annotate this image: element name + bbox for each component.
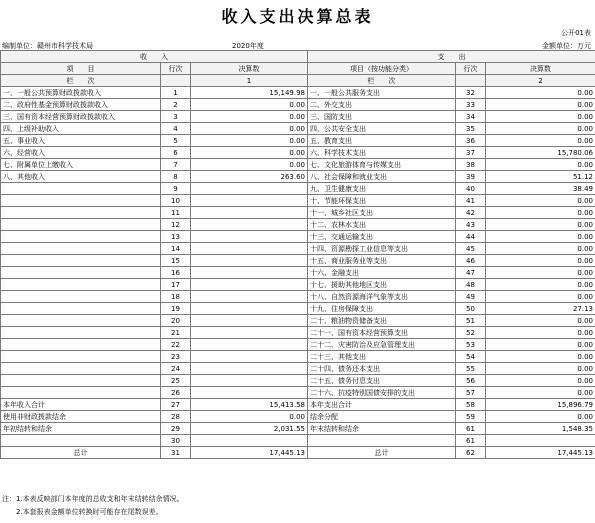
table-row (1, 195, 595, 207)
income-column-index-label: 栏 次 (1, 75, 161, 87)
table-row (1, 363, 595, 375)
income-item-cell (1, 255, 161, 267)
footnotes (2, 493, 184, 519)
income-item-cell (1, 243, 161, 255)
income-amount-cell (191, 183, 308, 195)
expense-line-cell: 43 (456, 219, 486, 231)
expense-line-cell: 39 (456, 171, 486, 183)
table-row (1, 315, 595, 327)
table-row (1, 291, 595, 303)
income-amount-cell (191, 207, 308, 219)
table-row (1, 159, 595, 171)
expense-amount-cell: 1,548.35 (486, 423, 595, 435)
expense-line-cell: 62 (456, 447, 486, 459)
total-row (1, 447, 595, 459)
expense-line-cell: 35 (456, 123, 486, 135)
expense-amount-cell: 0.00 (486, 243, 595, 255)
income-line-cell: 3 (161, 111, 191, 123)
expense-line-cell: 59 (456, 411, 486, 423)
income-item-cell (1, 387, 161, 399)
expense-line-cell: 53 (456, 339, 486, 351)
expense-item-cell: 结余分配 (308, 411, 456, 423)
expense-amount-cell: 0.00 (486, 267, 595, 279)
expense-line-cell: 34 (456, 111, 486, 123)
income-line-cell: 1 (161, 87, 191, 99)
expense-line-cell: 61 (456, 435, 486, 447)
expense-item-cell: 二十、粮油物资储备支出 (308, 315, 456, 327)
expense-amount-cell: 0.00 (486, 279, 595, 291)
expense-amount-cell: 15,896.79 (486, 399, 595, 411)
table-row (1, 231, 595, 243)
expense-amount-cell: 17,445.13 (486, 447, 595, 459)
expense-amount-cell: 0.00 (486, 411, 595, 423)
expense-item-cell: 十七、援助其他地区支出 (308, 279, 456, 291)
income-amount-cell (191, 279, 308, 291)
income-line-header: 行次 (161, 63, 191, 75)
income-amount-cell (191, 243, 308, 255)
expense-item-cell: 十五、商业服务业等支出 (308, 255, 456, 267)
income-item-cell (1, 279, 161, 291)
expense-item-cell: 十六、金融支出 (308, 267, 456, 279)
expense-line-cell: 42 (456, 207, 486, 219)
income-item-cell: 八、其他收入 (1, 171, 161, 183)
income-line-cell: 24 (161, 363, 191, 375)
income-line-cell: 26 (161, 387, 191, 399)
income-amount-cell (191, 435, 308, 447)
expense-amount-cell: 0.00 (486, 291, 595, 303)
table-row (1, 255, 595, 267)
expense-line-cell: 54 (456, 351, 486, 363)
table-row (1, 87, 595, 99)
expense-line-cell: 40 (456, 183, 486, 195)
income-line-cell: 21 (161, 327, 191, 339)
income-line-cell: 17 (161, 279, 191, 291)
expense-item-cell: 九、卫生健康支出 (308, 183, 456, 195)
expense-column-index-label: 栏 次 (308, 75, 456, 87)
table-row (1, 219, 595, 231)
expense-amount-cell: 0.00 (486, 327, 595, 339)
income-item-cell: 使用非财政拨款结余 (1, 411, 161, 423)
expense-amount-cell: 51.12 (486, 171, 595, 183)
income-amount-cell (191, 195, 308, 207)
income-amount-cell (191, 327, 308, 339)
income-item-cell (1, 219, 161, 231)
income-amount-cell: 0.00 (191, 123, 308, 135)
expense-line-cell: 49 (456, 291, 486, 303)
expense-amount-cell: 0.00 (486, 99, 595, 111)
expense-line-cell: 55 (456, 363, 486, 375)
expense-item-cell (308, 435, 456, 447)
income-amount-cell: 0.00 (191, 159, 308, 171)
income-amount-cell (191, 387, 308, 399)
expense-amount-cell: 0.00 (486, 195, 595, 207)
expense-column-number: 2 (486, 75, 595, 87)
expense-amount-cell: 0.00 (486, 387, 595, 399)
currency-unit: 金额单位：万元 (542, 42, 591, 50)
expense-item-cell: 十、节能环保支出 (308, 195, 456, 207)
income-expense-table (0, 50, 595, 459)
income-item-cell: 二、政府性基金预算财政拨款收入 (1, 99, 161, 111)
form-number: 公开01表 (561, 29, 591, 37)
expense-item-cell: 二十六、抗疫特别国债安排的支出 (308, 387, 456, 399)
expense-item-cell: 十一、城乡社区支出 (308, 207, 456, 219)
income-item-cell (1, 195, 161, 207)
expense-line-cell: 57 (456, 387, 486, 399)
table-row (1, 303, 595, 315)
income-item-cell (1, 231, 161, 243)
income-amount-cell (191, 267, 308, 279)
income-column-number: 1 (191, 75, 308, 87)
income-item-cell (1, 207, 161, 219)
income-line-cell: 12 (161, 219, 191, 231)
income-amount-cell (191, 315, 308, 327)
expense-item-cell: 二十二、灾害防治及应急管理支出 (308, 339, 456, 351)
expense-amount-cell: 0.00 (486, 315, 595, 327)
expense-amount-cell (486, 435, 595, 447)
expense-amount-cell: 0.00 (486, 87, 595, 99)
income-item-cell: 四、上级补助收入 (1, 123, 161, 135)
expense-item-cell: 本年支出合计 (308, 399, 456, 411)
table-row (1, 279, 595, 291)
expense-line-cell: 37 (456, 147, 486, 159)
expense-line-cell: 36 (456, 135, 486, 147)
expense-line-cell: 56 (456, 375, 486, 387)
income-amount-cell: 15,413.58 (191, 399, 308, 411)
expense-amount-cell: 0.00 (486, 111, 595, 123)
income-line-cell: 28 (161, 411, 191, 423)
income-item-cell: 总计 (1, 447, 161, 459)
expense-line-cell: 44 (456, 231, 486, 243)
expense-item-cell: 十三、交通运输支出 (308, 231, 456, 243)
expense-item-cell: 八、社会保障和就业支出 (308, 171, 456, 183)
expense-item-cell: 十二、农林水支出 (308, 219, 456, 231)
income-item-cell (1, 303, 161, 315)
expense-amount-cell: 0.00 (486, 219, 595, 231)
income-amount-cell: 0.00 (191, 111, 308, 123)
income-line-cell: 20 (161, 315, 191, 327)
income-amount-cell: 17,445.13 (191, 447, 308, 459)
table-row (1, 243, 595, 255)
table-row (1, 351, 595, 363)
expense-item-cell: 总计 (308, 447, 456, 459)
empty-cell (161, 75, 191, 87)
organization-label: 编制单位：赣州市科学技术局 (2, 42, 93, 50)
income-line-cell: 19 (161, 303, 191, 315)
expense-item-cell: 二、外交支出 (308, 99, 456, 111)
expense-item-cell: 年末结转和结余 (308, 423, 456, 435)
table-row (1, 339, 595, 351)
income-line-cell: 29 (161, 423, 191, 435)
expense-item-cell: 三、国防支出 (308, 111, 456, 123)
expense-line-cell: 61 (456, 423, 486, 435)
expense-item-cell: 十九、住房保障支出 (308, 303, 456, 315)
income-line-cell: 30 (161, 435, 191, 447)
income-line-cell: 6 (161, 147, 191, 159)
expense-amount-cell: 0.00 (486, 255, 595, 267)
income-item-cell: 三、国有资本经营预算财政拨款收入 (1, 111, 161, 123)
expense-line-cell: 58 (456, 399, 486, 411)
expense-line-cell: 51 (456, 315, 486, 327)
income-line-cell: 23 (161, 351, 191, 363)
expense-amount-cell: 0.00 (486, 363, 595, 375)
expense-amount-cell: 15,780.06 (486, 147, 595, 159)
expense-item-cell: 二十三、其他支出 (308, 351, 456, 363)
income-item-cell (1, 375, 161, 387)
expense-item-cell: 六、科学技术支出 (308, 147, 456, 159)
footnote-2: 2.本套报表金额单位转换时可能存在尾数误差。 (16, 508, 163, 516)
table-row (1, 375, 595, 387)
income-amount-cell: 0.00 (191, 147, 308, 159)
income-line-cell: 10 (161, 195, 191, 207)
income-line-cell: 13 (161, 231, 191, 243)
expense-amount-cell: 0.00 (486, 159, 595, 171)
table-row (1, 399, 595, 411)
table-row (1, 147, 595, 159)
table-row (1, 207, 595, 219)
expense-amount-header: 决算数 (486, 63, 595, 75)
income-amount-cell (191, 363, 308, 375)
income-item-cell (1, 183, 161, 195)
income-amount-cell (191, 219, 308, 231)
empty-cell (456, 75, 486, 87)
income-line-cell: 4 (161, 123, 191, 135)
expense-item-header: 项目（按功能分类） (308, 63, 456, 75)
expense-amount-cell: 27.13 (486, 303, 595, 315)
income-item-cell: 年初结转和结余 (1, 423, 161, 435)
income-amount-cell (191, 291, 308, 303)
report-title: 收入支出决算总表 (221, 7, 374, 26)
expense-line-cell: 52 (456, 327, 486, 339)
income-item-cell (1, 327, 161, 339)
table-row (1, 183, 595, 195)
table-row (1, 99, 595, 111)
expense-item-cell: 五、教育支出 (308, 135, 456, 147)
income-line-cell: 22 (161, 339, 191, 351)
table-row (1, 435, 595, 447)
expense-amount-cell: 0.00 (486, 231, 595, 243)
expense-line-cell: 46 (456, 255, 486, 267)
income-item-header: 项 目 (1, 63, 161, 75)
income-item-cell: 本年收入合计 (1, 399, 161, 411)
footnote-1: 注：1.本表反映部门本年度的总收支和年末结转结余情况。 (2, 495, 184, 503)
income-line-cell: 2 (161, 99, 191, 111)
income-amount-cell: 2,031.55 (191, 423, 308, 435)
income-item-cell: 一、一般公共预算财政拨款收入 (1, 87, 161, 99)
income-amount-cell: 15,149.98 (191, 87, 308, 99)
expense-amount-cell: 0.00 (486, 135, 595, 147)
expense-line-cell: 38 (456, 159, 486, 171)
table-row (1, 267, 595, 279)
table-row (1, 387, 595, 399)
table-row (1, 135, 595, 147)
expense-item-cell: 二十一、国有资本经营预算支出 (308, 327, 456, 339)
income-amount-cell (191, 351, 308, 363)
income-amount-cell (191, 255, 308, 267)
income-line-cell: 27 (161, 399, 191, 411)
income-item-cell (1, 339, 161, 351)
income-line-cell: 9 (161, 183, 191, 195)
income-item-cell: 五、事业收入 (1, 135, 161, 147)
income-line-cell: 15 (161, 255, 191, 267)
table-row (1, 123, 595, 135)
income-amount-cell: 0.00 (191, 411, 308, 423)
expense-amount-cell: 0.00 (486, 207, 595, 219)
income-amount-cell (191, 375, 308, 387)
income-item-cell (1, 267, 161, 279)
expense-line-header: 行次 (456, 63, 486, 75)
income-line-cell: 18 (161, 291, 191, 303)
expense-line-cell: 33 (456, 99, 486, 111)
income-amount-cell (191, 339, 308, 351)
expense-amount-cell: 0.00 (486, 351, 595, 363)
income-item-cell: 七、附属单位上缴收入 (1, 159, 161, 171)
expense-line-cell: 45 (456, 243, 486, 255)
table-row (1, 423, 595, 435)
income-line-cell: 8 (161, 171, 191, 183)
income-item-cell (1, 363, 161, 375)
expense-line-cell: 48 (456, 279, 486, 291)
income-amount-cell: 263.60 (191, 171, 308, 183)
expense-item-cell: 二十四、债务还本支出 (308, 363, 456, 375)
expense-line-cell: 47 (456, 267, 486, 279)
expense-item-cell: 十四、资源勘探工业信息等支出 (308, 243, 456, 255)
table-row (1, 327, 595, 339)
expense-item-cell: 十八、自然资源海洋气象等支出 (308, 291, 456, 303)
expense-item-cell: 一、一般公共服务支出 (308, 87, 456, 99)
expense-line-cell: 32 (456, 87, 486, 99)
table-row (1, 411, 595, 423)
expense-amount-cell: 0.00 (486, 339, 595, 351)
income-item-cell (1, 351, 161, 363)
income-item-cell (1, 291, 161, 303)
income-line-cell: 11 (161, 207, 191, 219)
expense-amount-cell: 0.00 (486, 123, 595, 135)
income-line-cell: 31 (161, 447, 191, 459)
expense-section-header: 支 出 (308, 51, 595, 63)
expense-line-cell: 50 (456, 303, 486, 315)
income-line-cell: 7 (161, 159, 191, 171)
expense-item-cell: 四、公共安全支出 (308, 123, 456, 135)
expense-item-cell: 二十五、债务付息支出 (308, 375, 456, 387)
income-amount-cell (191, 303, 308, 315)
income-amount-cell: 0.00 (191, 135, 308, 147)
income-amount-header: 决算数 (191, 63, 308, 75)
income-line-cell: 5 (161, 135, 191, 147)
income-line-cell: 16 (161, 267, 191, 279)
table-row (1, 111, 595, 123)
expense-amount-cell: 38.49 (486, 183, 595, 195)
income-line-cell: 25 (161, 375, 191, 387)
income-line-cell: 14 (161, 243, 191, 255)
report-year: 2020年度 (232, 42, 264, 50)
income-item-cell (1, 435, 161, 447)
income-item-cell: 六、经营收入 (1, 147, 161, 159)
table-row (1, 171, 595, 183)
expense-amount-cell: 0.00 (486, 375, 595, 387)
expense-item-cell: 七、文化旅游体育与传媒支出 (308, 159, 456, 171)
expense-line-cell: 41 (456, 195, 486, 207)
income-section-header: 收 入 (1, 51, 308, 63)
income-item-cell (1, 315, 161, 327)
income-amount-cell: 0.00 (191, 99, 308, 111)
income-amount-cell (191, 231, 308, 243)
